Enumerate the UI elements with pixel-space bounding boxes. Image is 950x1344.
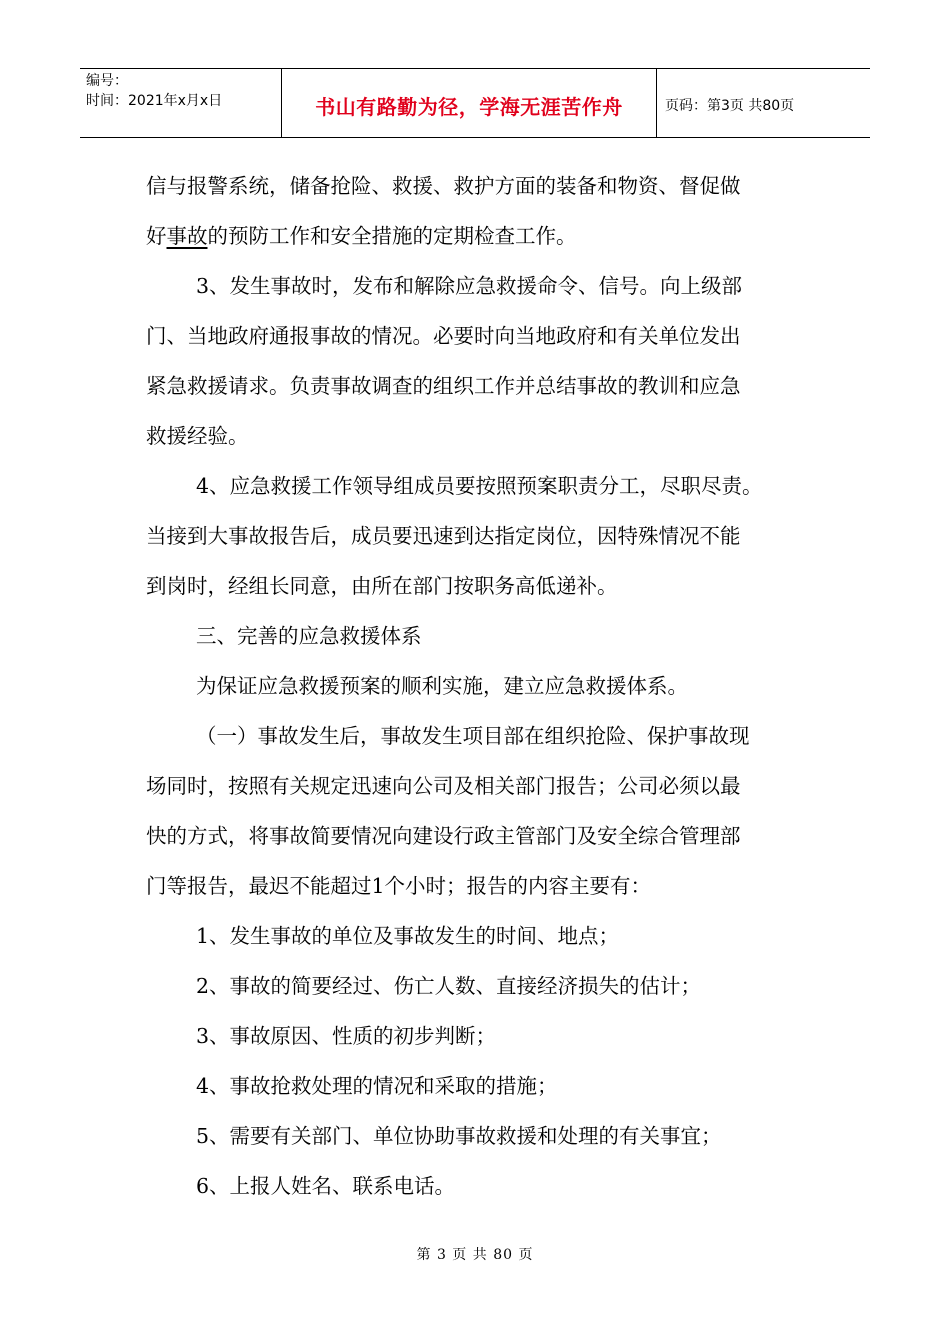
body-line: 救援经验。 [146, 424, 249, 448]
body-line: 快的方式，将事故简要情况向建设行政主管部门及安全综合管理部 [146, 824, 741, 848]
header-motto-cell [282, 69, 657, 137]
header-page-number: 页码：第3页 共80页 [665, 98, 795, 114]
document-body [146, 161, 816, 1211]
text-run: 的预防工作和安全措施的定期检查工作。 [207, 224, 577, 248]
body-line: 4、应急救援工作领导组成员要按照预案职责分工，尽职尽责。 [196, 474, 763, 498]
body-line: 3、发生事故时，发布和解除应急救援命令、信号。向上级部 [196, 274, 743, 298]
list-item: 6、上报人姓名、联系电话。 [196, 1174, 456, 1198]
underlined-link-text: 事故 [166, 224, 208, 248]
document-number: 编号： [86, 73, 128, 89]
document-date: 时间：2021年x月x日 [86, 93, 223, 109]
body-line [146, 211, 816, 261]
body-line: 到岗时，经组长同意，由所在部门按职务高低递补。 [146, 574, 618, 598]
page-header [80, 68, 870, 138]
header-page-info [657, 69, 870, 137]
header-meta [80, 69, 282, 137]
list-item: 4、事故抢救处理的情况和采取的措施； [196, 1074, 558, 1098]
section-heading: 三、完善的应急救援体系 [196, 624, 422, 648]
list-item: 2、事故的简要经过、伤亡人数、直接经济损失的估计； [196, 974, 702, 998]
body-line: 当接到大事故报告后，成员要迅速到达指定岗位，因特殊情况不能 [146, 524, 741, 548]
list-item: 3、事故原因、性质的初步判断； [196, 1024, 497, 1048]
body-line: 门、当地政府通报事故的情况。必要时向当地政府和有关单位发出 [146, 324, 741, 348]
body-line: 紧急救援请求。负责事故调查的组织工作并总结事故的教训和应急 [146, 374, 741, 398]
body-line: （一）事故发生后，事故发生项目部在组织抢险、保护事故现 [196, 724, 750, 748]
header-motto: 书山有路勤为径，学海无涯苦作舟 [315, 94, 623, 119]
body-line: 门等报告，最迟不能超过1个小时；报告的内容主要有： [146, 874, 652, 898]
list-item: 5、需要有关部门、单位协助事故救援和处理的有关事宜； [196, 1124, 722, 1148]
page-footer: 第 3 页 共 80 页 [416, 1247, 534, 1263]
body-line: 为保证应急救援预案的顺利实施，建立应急救援体系。 [196, 674, 688, 698]
body-line: 信与报警系统，储备抢险、救援、救护方面的装备和物资、督促做 [146, 174, 741, 198]
list-item: 1、发生事故的单位及事故发生的时间、地点； [196, 924, 620, 948]
text-run: 好 [146, 224, 167, 248]
body-line: 场同时，按照有关规定迅速向公司及相关部门报告；公司必须以最 [146, 774, 741, 798]
